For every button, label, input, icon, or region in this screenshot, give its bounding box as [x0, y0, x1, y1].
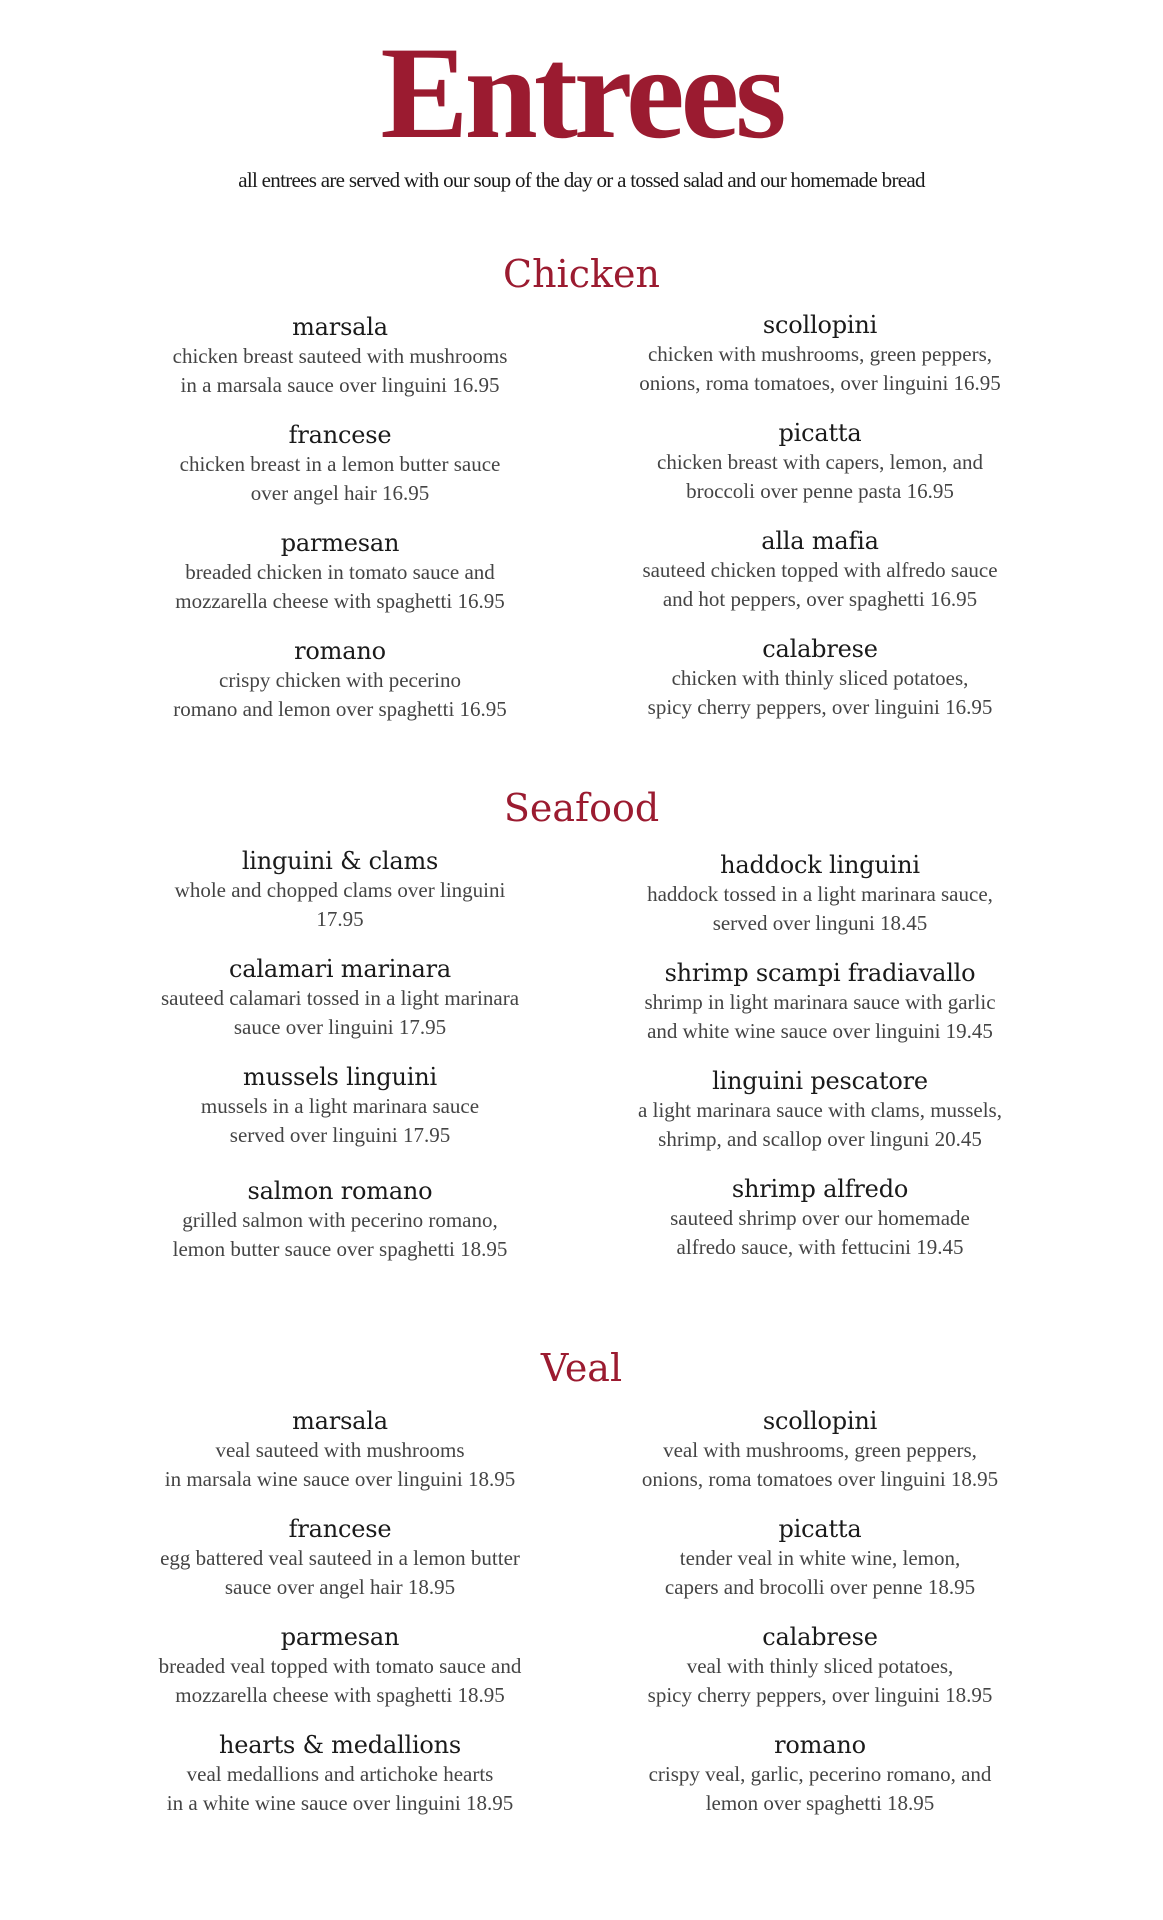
- menu-item: [590, 526, 1050, 614]
- menu-item: [590, 1622, 1050, 1710]
- menu-item-name: haddock linguini: [720, 851, 920, 879]
- menu-item-description: veal with mushrooms, green peppers, onions, roma tomatoes over linguini 18.95: [641, 1438, 999, 1491]
- menu-item-description: crispy chicken with pecerino romano and lemon over spaghetti 16.95: [173, 668, 507, 721]
- menu-item-name: marsala: [292, 1407, 388, 1435]
- menu-item-name: scollopini: [762, 311, 878, 339]
- menu-item-name: romano: [294, 637, 386, 665]
- menu-item: [590, 1174, 1050, 1262]
- menu-item: [110, 1062, 570, 1150]
- menu-item: [110, 1622, 570, 1710]
- menu-item-description: crispy veal, garlic, pecerino romano, and lemon over spaghetti 18.95: [648, 1762, 992, 1815]
- menu-item-name: alla mafia: [761, 527, 879, 555]
- menu-item-name: francese: [288, 1515, 392, 1543]
- menu-item: [110, 312, 570, 400]
- menu-item: [590, 418, 1050, 506]
- section-heading-veal: Veal: [540, 1346, 623, 1390]
- menu-item: [110, 420, 570, 508]
- menu-item: [590, 1406, 1050, 1494]
- menu-item: [590, 634, 1050, 722]
- menu-item-name: linguini & clams: [241, 847, 439, 875]
- menu-item-name: picatta: [778, 1515, 862, 1543]
- menu-item: [590, 850, 1050, 938]
- menu-item: [590, 310, 1050, 398]
- menu-item: [110, 1730, 570, 1818]
- menu-item: [110, 528, 570, 616]
- menu-item: [590, 958, 1050, 1046]
- menu-item-description: tender veal in white wine, lemon, capers and brocolli over penne 18.95: [664, 1546, 976, 1599]
- menu-item-name: shrimp alfredo: [731, 1175, 909, 1203]
- menu-item-description: grilled salmon with pecerino romano, lemon butter sauce over spaghetti 18.95: [172, 1208, 508, 1261]
- menu-item: [590, 1730, 1050, 1818]
- menu-item-description: haddock tossed in a light marinara sauce, served over linguni 18.45: [647, 882, 993, 935]
- menu-item-description: whole and chopped clams over linguini 17.95: [174, 878, 506, 931]
- menu-item-description: breaded veal topped with tomato sauce and mozzarella cheese with spaghetti 18.95: [158, 1654, 522, 1707]
- menu-item-description: veal sauteed with mushrooms in marsala wine sauce over linguini 18.95: [164, 1438, 516, 1491]
- menu-item-description: a light marinara sauce with clams, mussels, shrimp, and scallop over linguni 20.45: [638, 1098, 1002, 1151]
- menu-item-description: veal medallions and artichoke hearts in a white wine sauce over linguini 18.95: [166, 1762, 514, 1815]
- menu-item-name: hearts & medallions: [218, 1731, 462, 1759]
- menu-item-description: chicken breast with capers, lemon, and broccoli over penne pasta 16.95: [657, 450, 983, 503]
- section-heading-seafood: Seafood: [503, 786, 660, 830]
- menu-item-name: salmon romano: [247, 1177, 433, 1205]
- menu-item-description: egg battered veal sauteed in a lemon butter sauce over angel hair 18.95: [160, 1546, 520, 1599]
- menu-item-name: picatta: [778, 419, 862, 447]
- section-heading-chicken: Chicken: [503, 252, 660, 296]
- menu-item-name: parmesan: [280, 1623, 400, 1651]
- menu-item-name: calabrese: [762, 1623, 878, 1651]
- menu-item-description: mussels in a light marinara sauce served over linguini 17.95: [200, 1094, 480, 1147]
- menu-item-name: parmesan: [280, 529, 400, 557]
- menu-item-description: chicken breast sauteed with mushrooms in a marsala sauce over linguini 16.95: [172, 344, 508, 397]
- menu-item: [590, 1066, 1050, 1154]
- menu-item-description: chicken breast in a lemon butter sauce over angel hair 16.95: [179, 452, 501, 505]
- menu-item-name: calamari marinara: [229, 955, 451, 983]
- menu-item-name: francese: [288, 421, 392, 449]
- menu-item-name: romano: [774, 1731, 866, 1759]
- menu-item: [110, 846, 570, 934]
- menu-item: [590, 1514, 1050, 1602]
- menu-item-name: shrimp scampi fradiavallo: [664, 959, 976, 987]
- menu-item-description: veal with thinly sliced potatoes, spicy cherry peppers, over linguini 18.95: [647, 1654, 993, 1707]
- menu-item-name: calabrese: [762, 635, 878, 663]
- menu-item-description: sauteed chicken topped with alfredo sauce and hot peppers, over spaghetti 16.95: [642, 558, 998, 611]
- menu-item-description: chicken with thinly sliced potatoes, spicy cherry peppers, over linguini 16.95: [647, 666, 993, 719]
- menu-item-name: linguini pescatore: [712, 1067, 928, 1095]
- menu-item: [110, 954, 570, 1042]
- menu-item-description: breaded chicken in tomato sauce and mozzarella cheese with spaghetti 16.95: [175, 560, 505, 613]
- menu-item-description: sauteed calamari tossed in a light marinara sauce over linguini 17.95: [160, 986, 520, 1039]
- menu-item: [110, 1176, 570, 1264]
- menu-item-description: sauteed shrimp over our homemade alfredo sauce, with fettucini 19.45: [670, 1206, 970, 1259]
- menu-item-name: scollopini: [762, 1407, 878, 1435]
- menu-item-name: mussels linguini: [243, 1063, 437, 1091]
- menu-item-description: chicken with mushrooms, green peppers, onions, roma tomatoes, over linguini 16.95: [639, 342, 1001, 395]
- page-title: Entrees: [380, 19, 783, 166]
- menu-item: [110, 1406, 570, 1494]
- menu-item-name: marsala: [292, 313, 388, 341]
- menu-item: [110, 1514, 570, 1602]
- menu-item-description: shrimp in light marinara sauce with garlic and white wine sauce over linguini 19.45: [644, 990, 996, 1043]
- menu-item: [110, 636, 570, 724]
- page-subtitle: all entrees are served with our soup of the day or a tossed salad and our homemade bread: [238, 168, 925, 192]
